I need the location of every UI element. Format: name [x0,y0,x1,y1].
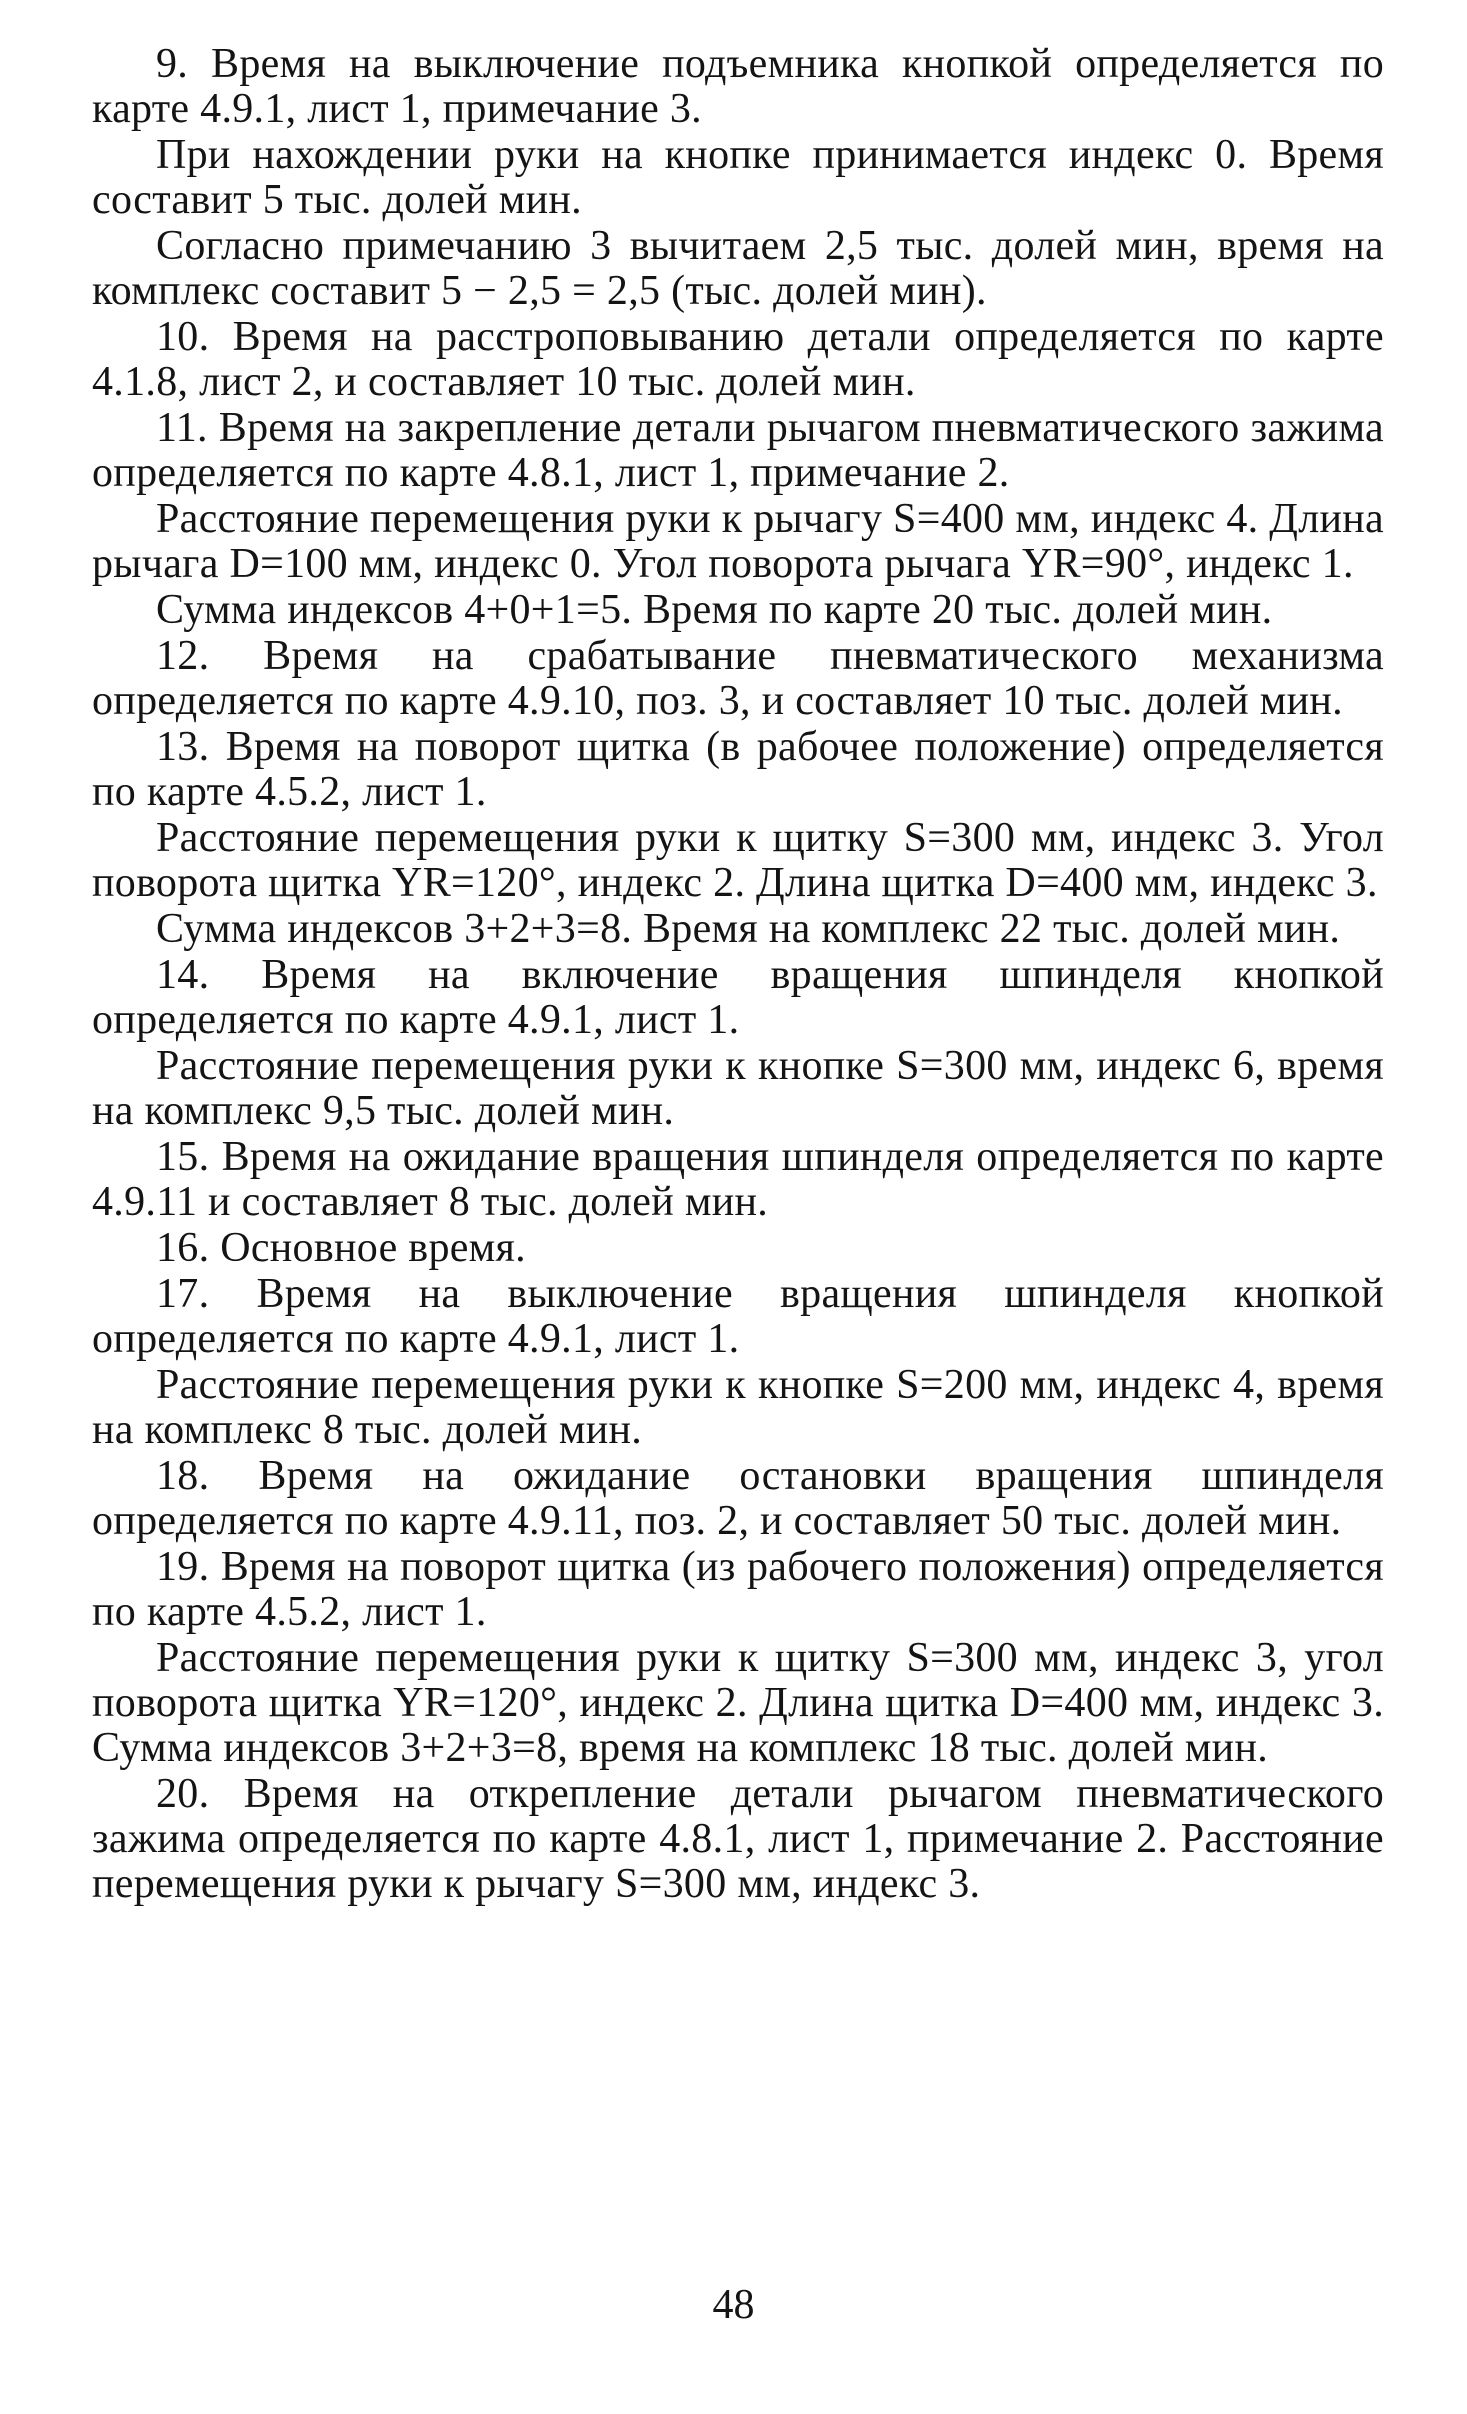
paragraph-item-10: 10. Время на расстроповыванию детали определяется по карте 4.1.8, лист 2, и составляет 10 тыс. долей мин. [92,314,1384,405]
paragraph-item-13-distance: Расстояние перемещения руки к щитку S=300 мм, индекс 3. Угол поворота щитка YR=120°, индекс 2. Длина щитка D=400 мм, индекс 3. [92,815,1384,906]
paragraph-item-17-distance: Расстояние перемещения руки к кнопке S=200 мм, индекс 4, время на комплекс 8 тыс. долей мин. [92,1362,1384,1453]
paragraph-item-9-hand-on-button: При нахождении руки на кнопке принимается индекс 0. Время составит 5 тыс. долей мин. [92,132,1384,223]
paragraph-item-12: 12. Время на срабатывание пневматического механизма определяется по карте 4.9.10, поз. 3, и составляет 10 тыс. долей мин. [92,633,1384,724]
paragraph-item-9-note-3: Согласно примечанию 3 вычитаем 2,5 тыс. долей мин, время на комплекс составит 5 − 2,5 = 2,5 (тыс. долей мин). [92,223,1384,314]
paragraph-item-18: 18. Время на ожидание остановки вращения шпинделя определяется по карте 4.9.11, поз. 2, и составляет 50 тыс. долей мин. [92,1453,1384,1544]
paragraph-item-9: 9. Время на выключение подъемника кнопкой определяется по карте 4.9.1, лист 1, примечание 3. [92,41,1384,132]
paragraph-item-11-distance: Расстояние перемещения руки к рычагу S=400 мм, индекс 4. Длина рычага D=100 мм, индекс 0. Угол поворота рычага YR=90°, индекс 1. [92,496,1384,587]
paragraph-item-20: 20. Время на открепление детали рычагом пневматического зажима определяется по карте 4.8.1, лист 1, примечание 2. Расстояние перемещения руки к рычагу S=300 мм, индекс 3. [92,1771,1384,1907]
paragraph-item-13: 13. Время на поворот щитка (в рабочее положение) определяется по карте 4.5.2, лист 1. [92,724,1384,815]
paragraph-item-17: 17. Время на выключение вращения шпинделя кнопкой определяется по карте 4.9.1, лист 1. [92,1271,1384,1362]
paragraph-item-19: 19. Время на поворот щитка (из рабочего положения) определяется по карте 4.5.2, лист 1. [92,1544,1384,1635]
paragraph-item-11-sum: Сумма индексов 4+0+1=5. Время по карте 20 тыс. долей мин. [156,587,1273,633]
paragraph-item-11: 11. Время на закрепление детали рычагом пневматического зажима определяется по карте 4.8.1, лист 1, примечание 2. [92,405,1384,496]
paragraph-item-14-distance: Расстояние перемещения руки к кнопке S=300 мм, индекс 6, время на комплекс 9,5 тыс. долей мин. [92,1043,1384,1134]
page-body [92,42,1384,1908]
paragraph-item-14: 14. Время на включение вращения шпинделя кнопкой определяется по карте 4.9.1, лист 1. [92,952,1384,1043]
paragraph-item-15: 15. Время на ожидание вращения шпинделя определяется по карте 4.9.11 и составляет 8 тыс. долей мин. [92,1134,1384,1225]
paragraph-item-19-distance: Расстояние перемещения руки к щитку S=300 мм, индекс 3, угол поворота щитка YR=120°, индекс 2. Длина щитка D=400 мм, индекс 3. Сумма индексов 3+2+3=8, время на комплекс 18 тыс. долей мин. [92,1635,1384,1771]
paragraph-item-16: 16. Основное время. [156,1225,526,1271]
paragraph-item-13-sum: Сумма индексов 3+2+3=8. Время на комплекс 22 тыс. долей мин. [156,906,1341,952]
page-number: 48 [712,2282,755,2328]
